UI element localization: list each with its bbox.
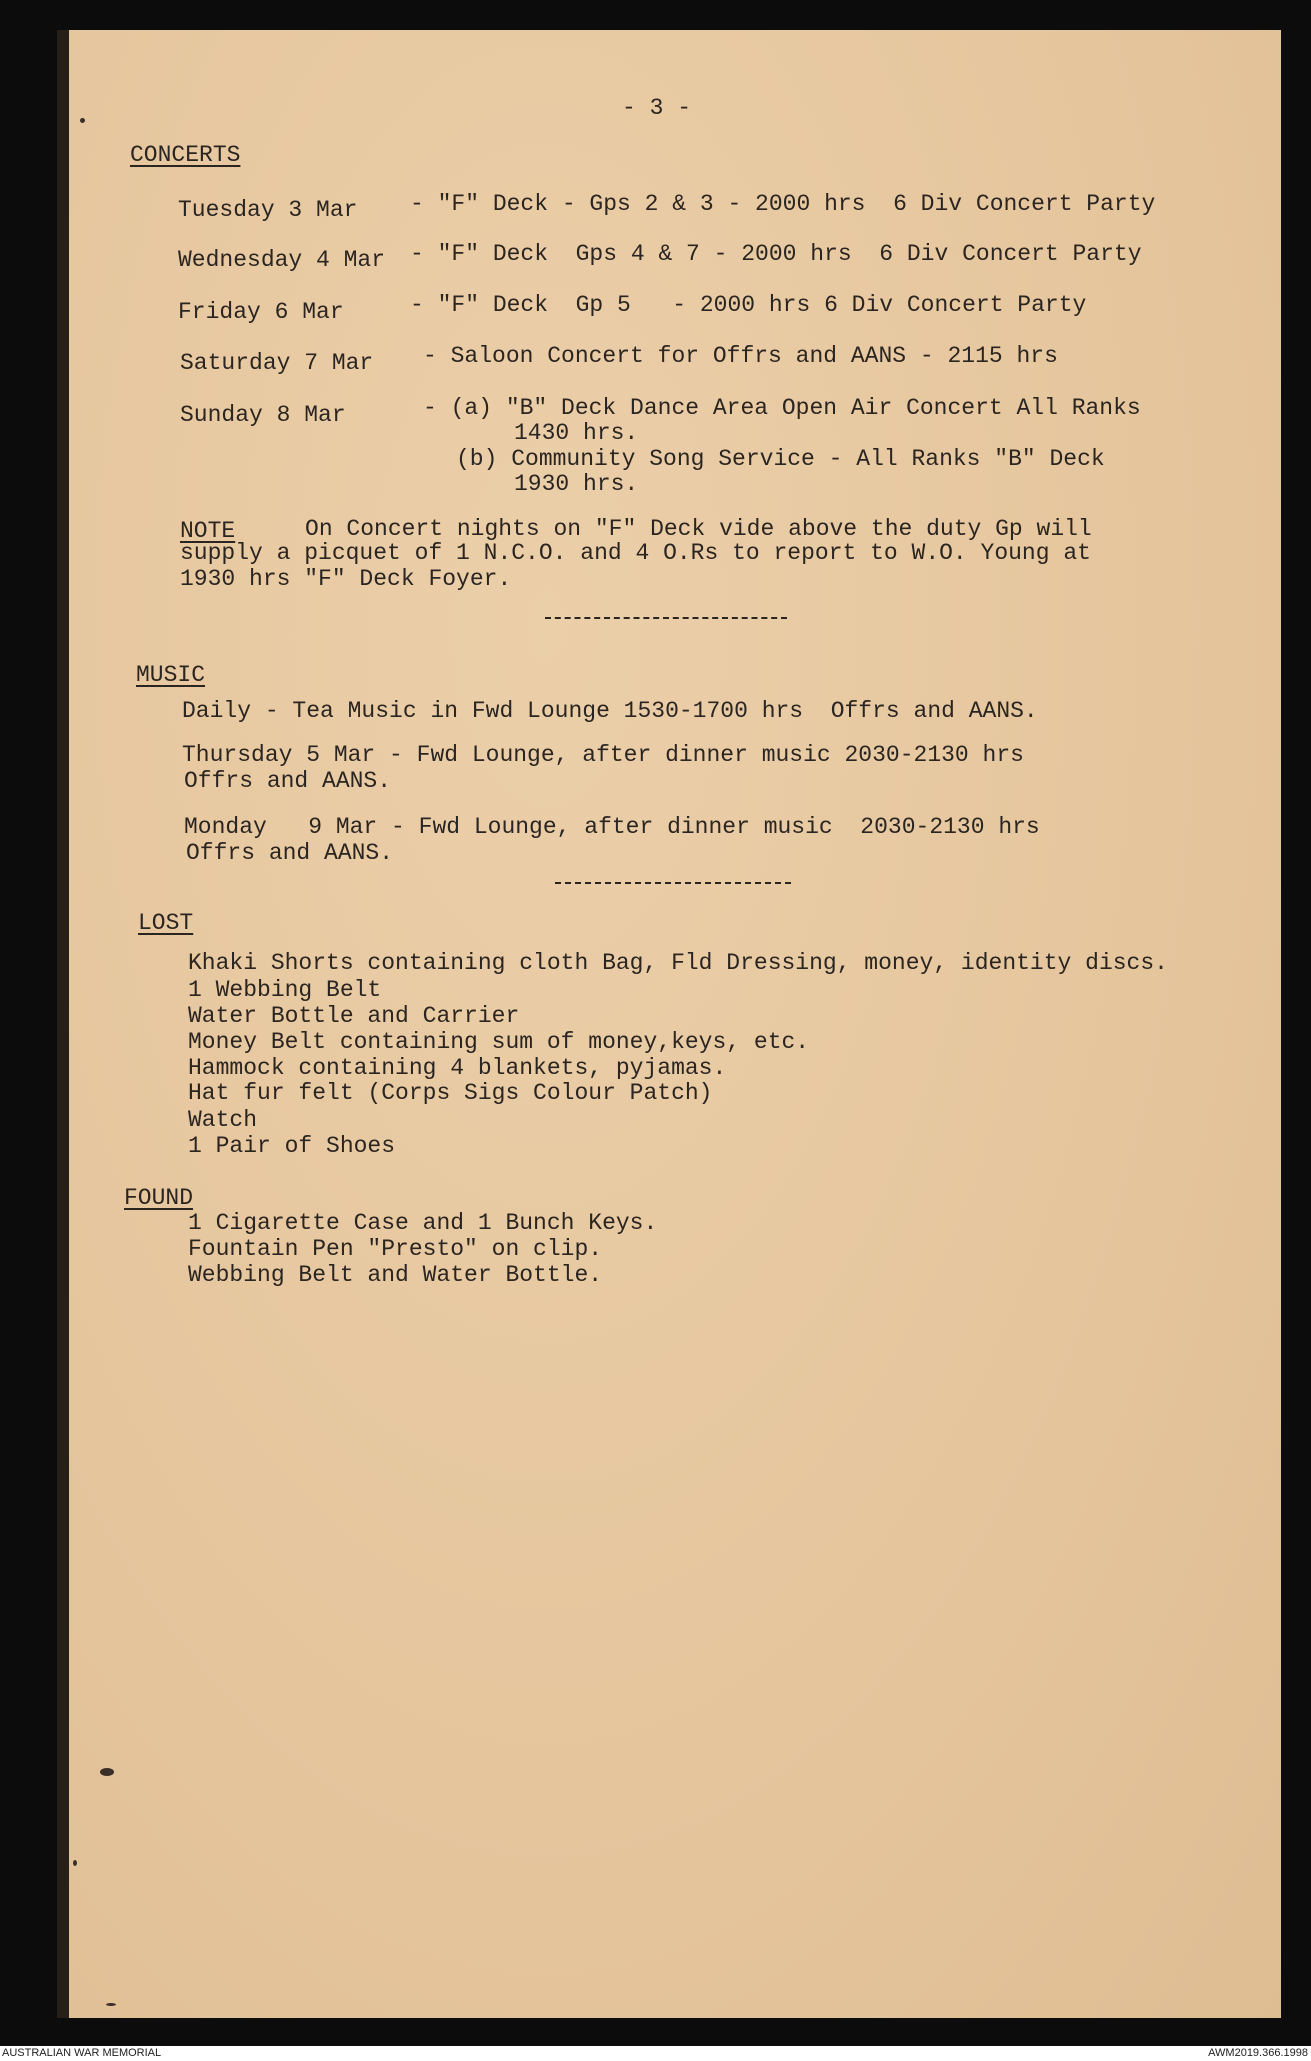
note-text: 1930 hrs "F" Deck Foyer. xyxy=(180,566,512,592)
section-divider xyxy=(545,617,787,619)
concerts-heading: CONCERTS xyxy=(130,142,241,168)
found-item: Fountain Pen "Presto" on clip. xyxy=(188,1236,603,1262)
music-line: Thursday 5 Mar - Fwd Lounge, after dinner music 2030-2130 hrs xyxy=(182,742,1024,768)
archive-name: AUSTRALIAN WAR MEMORIAL xyxy=(2,2047,162,2059)
found-heading: FOUND xyxy=(124,1185,194,1211)
lost-item: Hat fur felt (Corps Sigs Colour Patch) xyxy=(188,1080,713,1106)
lost-item: Hammock containing 4 blankets, pyjamas. xyxy=(188,1055,727,1081)
lost-item: Watch xyxy=(188,1107,258,1133)
concert-detail: (b) Community Song Service - All Ranks "B" Deck xyxy=(456,446,1105,472)
music-line: Monday 9 Mar - Fwd Lounge, after dinner music 2030-2130 hrs xyxy=(184,814,1040,840)
section-divider xyxy=(555,882,791,884)
found-item: Webbing Belt and Water Bottle. xyxy=(188,1262,603,1288)
lost-item: 1 Pair of Shoes xyxy=(188,1133,396,1159)
found-item: 1 Cigarette Case and 1 Bunch Keys. xyxy=(188,1210,658,1236)
archive-footer xyxy=(0,2046,1311,2061)
concert-day: Wednesday 4 Mar xyxy=(178,247,386,273)
lost-item: Khaki Shorts containing cloth Bag, Fld Dressing, money, identity discs. xyxy=(188,950,1168,976)
ink-speck xyxy=(80,118,85,123)
lost-heading: LOST xyxy=(138,910,194,936)
concert-detail-cont: 1930 hrs. xyxy=(514,471,639,497)
ink-speck xyxy=(73,1860,77,1866)
music-heading: MUSIC xyxy=(136,662,206,688)
concert-day: Tuesday 3 Mar xyxy=(178,197,358,223)
concert-day: Friday 6 Mar xyxy=(178,299,344,325)
note-label: NOTE xyxy=(180,518,236,544)
page-binding-edge xyxy=(57,30,69,2018)
concert-detail-cont: 1430 hrs. xyxy=(514,420,639,446)
lost-item: Water Bottle and Carrier xyxy=(188,1003,520,1029)
concert-detail: - (a) "B" Deck Dance Area Open Air Concert All Ranks xyxy=(423,395,1141,421)
concert-detail: - "F" Deck - Gps 2 & 3 - 2000 hrs 6 Div Concert Party xyxy=(410,191,1156,217)
music-line: Daily - Tea Music in Fwd Lounge 1530-1700 hrs Offrs and AANS. xyxy=(182,698,1038,724)
lost-item: Money Belt containing sum of money,keys, etc. xyxy=(188,1029,810,1055)
ink-speck xyxy=(106,2003,116,2006)
concert-detail: - Saloon Concert for Offrs and AANS - 2115 hrs xyxy=(423,343,1058,369)
concert-day: Saturday 7 Mar xyxy=(180,350,374,376)
music-line: Offrs and AANS. xyxy=(186,840,394,866)
note-text: On Concert nights on "F" Deck vide above the duty Gp will xyxy=(236,516,1092,542)
concert-day: Sunday 8 Mar xyxy=(180,402,346,428)
archive-reference: AWM2019.366.1998 xyxy=(1208,2047,1308,2059)
lost-item: 1 Webbing Belt xyxy=(188,977,382,1003)
note-text: supply a picquet of 1 N.C.O. and 4 O.Rs to report to W.O. Young at xyxy=(180,540,1091,566)
music-line: Offrs and AANS. xyxy=(184,768,392,794)
concert-detail: - "F" Deck Gp 5 - 2000 hrs 6 Div Concert Party xyxy=(410,292,1087,318)
page-number: - 3 - xyxy=(622,95,692,121)
concert-detail: - "F" Deck Gps 4 & 7 - 2000 hrs 6 Div Concert Party xyxy=(410,241,1142,267)
ink-speck xyxy=(100,1768,114,1776)
